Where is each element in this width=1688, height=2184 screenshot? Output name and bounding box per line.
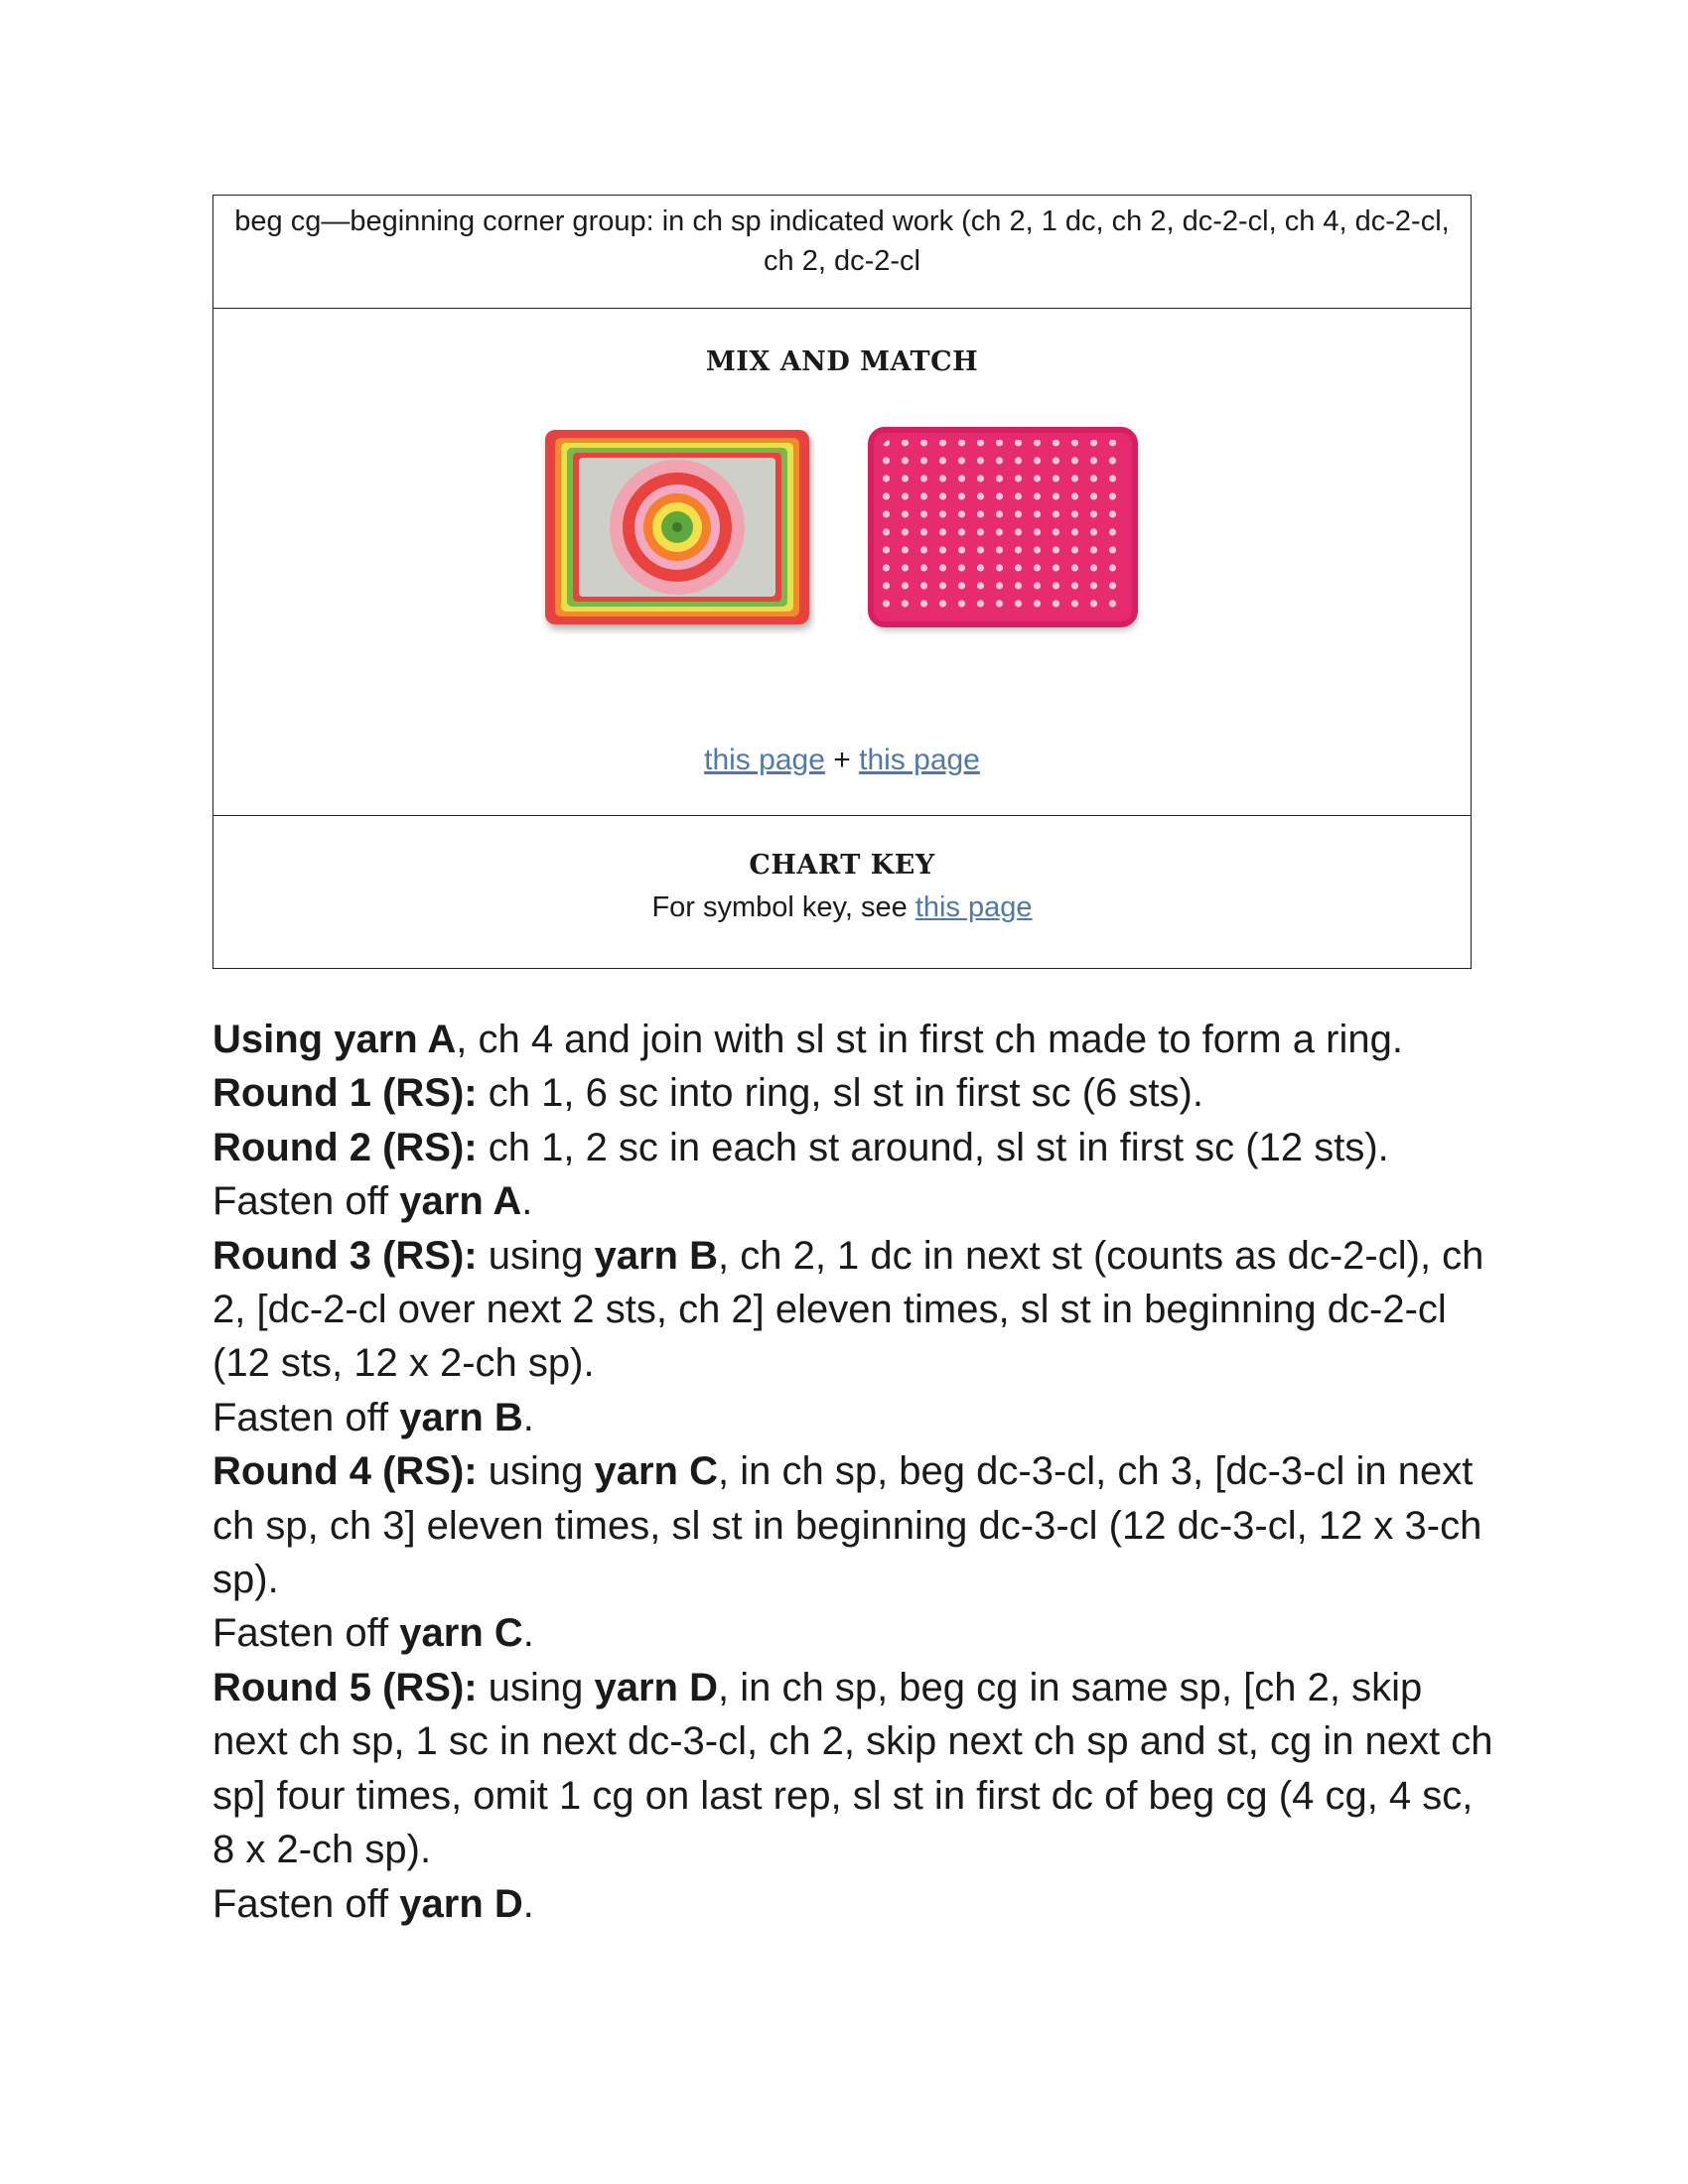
chart-key-heading: CHART KEY xyxy=(749,850,935,881)
granny-square-image xyxy=(867,426,1141,634)
instruction-line xyxy=(212,1391,1493,1444)
instruction-bold: yarn D xyxy=(399,1881,523,1926)
instruction-line xyxy=(212,1444,1493,1606)
instruction-bold: Round 3 (RS): xyxy=(212,1233,478,1278)
instruction-text: Fasten off xyxy=(212,1881,400,1926)
square-links xyxy=(213,744,1471,777)
abbreviation-text: beg cg—beginning corner group: in ch sp indicated work (ch 2, 1 dc, ch 2, dc-2-cl, ch 4, dc-2-cl, ch 2, dc-2-cl xyxy=(234,205,1450,277)
instruction-bold: yarn B xyxy=(399,1395,523,1439)
instruction-bold: yarn C xyxy=(594,1449,718,1494)
instruction-text: , in ch sp, beg dc-3-cl, ch 3, [dc-3-cl in next ch sp, ch 3] eleven times, sl st in beginning dc-3-cl (12 dc-3-cl, 12 x 3-ch sp). xyxy=(212,1449,1482,1602)
instruction-text: using xyxy=(477,1665,595,1709)
instruction-bold: Round 4 (RS): xyxy=(212,1449,478,1494)
pattern-instructions xyxy=(212,1013,1493,1931)
instruction-text: . xyxy=(522,1611,534,1656)
chart-key-label: For symbol key, see xyxy=(651,891,915,923)
chart-key-text xyxy=(213,891,1471,924)
instruction-text: . xyxy=(522,1395,534,1439)
instruction-bold: yarn A xyxy=(399,1179,522,1224)
instruction-text: Fasten off xyxy=(212,1611,400,1656)
info-table xyxy=(212,195,1472,969)
symbol-key-link[interactable]: this page xyxy=(914,891,1033,923)
instruction-bold: yarn D xyxy=(594,1665,718,1709)
instruction-bold: Round 2 (RS): xyxy=(212,1125,478,1169)
instruction-bold: Round 1 (RS): xyxy=(212,1071,478,1116)
instruction-bold: Using yarn A xyxy=(212,1018,457,1061)
mix-and-match-heading: MIX AND MATCH xyxy=(705,346,979,377)
instruction-text: ch 1, 6 sc into ring, sl st in first sc (6 sts). xyxy=(477,1071,1203,1116)
instruction-bold: yarn C xyxy=(399,1611,523,1656)
instruction-line xyxy=(212,1066,1493,1120)
page-link-2[interactable]: this page xyxy=(859,744,980,776)
instruction-text: using xyxy=(477,1449,595,1494)
instruction-line xyxy=(212,1606,1493,1660)
instruction-line xyxy=(212,1013,1493,1066)
page-link-1[interactable]: this page xyxy=(704,744,825,776)
instruction-line xyxy=(212,1877,1493,1931)
instruction-bold: yarn B xyxy=(594,1233,718,1278)
abbreviation-cell xyxy=(213,196,1471,309)
instruction-text: , ch 4 and join with sl st in first ch made to form a ring. xyxy=(456,1018,1403,1061)
instruction-text: . xyxy=(521,1179,533,1224)
instruction-text: . xyxy=(522,1881,534,1926)
mix-and-match-cell xyxy=(213,309,1471,816)
instruction-text: Fasten off xyxy=(212,1395,400,1439)
square-images xyxy=(213,426,1471,634)
instruction-line xyxy=(212,1121,1493,1174)
instruction-text: ch 1, 2 sc in each st around, sl st in first sc (12 sts). xyxy=(477,1125,1389,1169)
chart-key-cell xyxy=(213,816,1471,968)
instruction-line xyxy=(212,1661,1493,1877)
plus-sign: + xyxy=(833,744,851,776)
circle-square-image xyxy=(541,426,815,634)
instruction-text: Fasten off xyxy=(212,1179,400,1224)
instruction-line xyxy=(212,1174,1493,1228)
instruction-text: , in ch sp, beg cg in same sp, [ch 2, skip next ch sp, 1 sc in next dc-3-cl, ch 2, skip next ch sp and st, cg in next ch sp] four times, omit 1 cg on last rep, sl st in first dc of beg cg (4 cg, 4 sc, 8 x 2-ch sp). xyxy=(212,1665,1493,1872)
instruction-text: using xyxy=(477,1233,595,1278)
instruction-bold: Round 5 (RS): xyxy=(212,1665,478,1709)
instruction-line xyxy=(212,1229,1493,1391)
instruction-text: , ch 2, 1 dc in next st (counts as dc-2-cl), ch 2, [dc-2-cl over next 2 sts, ch 2] eleven times, sl st in beginning dc-2-cl (12 sts, 12 x 2-ch sp). xyxy=(212,1233,1484,1386)
